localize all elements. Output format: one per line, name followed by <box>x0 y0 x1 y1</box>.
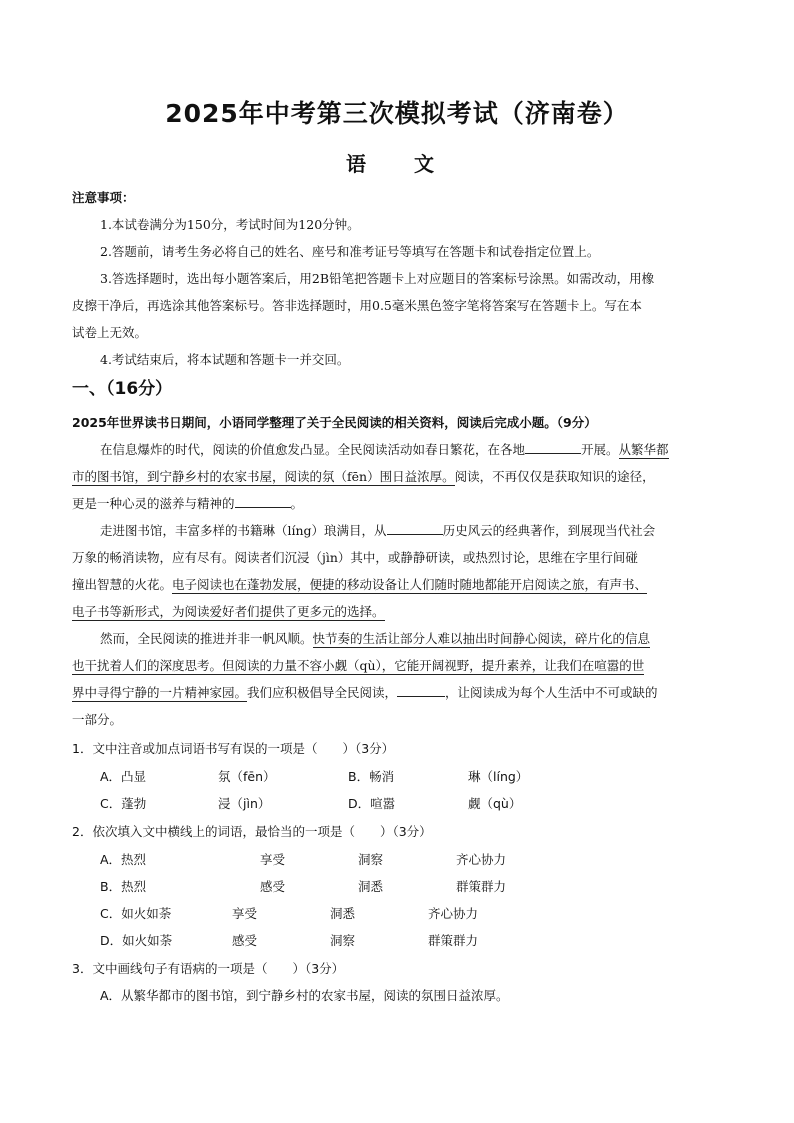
q2-option-c-3: 洞悉 <box>330 906 356 921</box>
q2-option-a-1: A．热烈 <box>100 852 147 867</box>
passage-text: 开展。 <box>581 442 619 457</box>
question-2-stem: 2．依次填入文中横线上的词语，最恰当的一项是（ ）（3分） <box>72 824 432 839</box>
passage-line <box>72 684 722 702</box>
underlined-sentence-3: 也干扰着人们的深度思考。但阅读的力量不容小觑（qù），它能开阔视野，提升素养，让我们在喧嚣的世 <box>72 658 645 673</box>
q3-option-a: A．从繁华都市的图书馆，到宁静乡村的农家书屋，阅读的氛围日益浓厚。 <box>100 988 509 1003</box>
passage-text: ，让阅读成为每个人生活中不可或缺的 <box>445 685 658 700</box>
q1-option-a: A．凸显 <box>100 769 147 784</box>
underlined-sentence-3: 界中寻得宁静的一片精神家园。 <box>72 685 248 700</box>
passage-text: 在信息爆炸的时代，阅读的价值愈发凸显。全民阅读活动如春日繁花，在各地 <box>100 442 526 457</box>
passage-line <box>100 522 722 540</box>
note-item: 4.考试结束后，将本试题和答题卡一并交回。 <box>100 352 350 367</box>
fill-blank-1 <box>525 441 581 454</box>
passage-line: 一部分。 <box>72 712 123 727</box>
passage-text: 更是一种心灵的滋养与精神的 <box>72 496 235 511</box>
passage-line <box>72 603 722 621</box>
note-item: 1.本试卷满分为150分，考试时间为120分钟。 <box>100 217 360 232</box>
question-1-stem: 1．文中注音或加点词语书写有误的一项是（ ）（3分） <box>72 741 395 756</box>
q1-option-b: B．畅消 <box>348 769 395 784</box>
passage-line <box>72 468 722 486</box>
exam-title: 2025年中考第三次模拟考试（济南卷） <box>165 99 629 128</box>
q2-option-b-2: 感受 <box>260 879 286 894</box>
note-item: 试卷上无效。 <box>72 325 148 340</box>
passage-line <box>100 441 722 459</box>
q2-option-c-2: 享受 <box>232 906 258 921</box>
q2-option-b-3: 洞悉 <box>358 879 384 894</box>
passage-text: 我们应积极倡导全民阅读， <box>247 685 398 700</box>
fill-blank-2 <box>235 495 291 508</box>
fill-blank-4 <box>397 684 445 697</box>
note-item: 2.答题前，请考生务必将自己的姓名、座号和准考证号等填写在答题卡和试卷指定位置上。 <box>100 244 600 259</box>
underlined-sentence-3: 快节奏的生活让部分人难以抽出时间静心阅读，碎片化的信息 <box>312 631 651 646</box>
q1-option-a-pinyin: 氛（fēn） <box>218 769 276 784</box>
q2-option-a-4: 齐心协力 <box>456 852 507 867</box>
passage-line: 万象的畅消读物，应有尽有。阅读者们沉浸（jìn）其中，或静静研读，或热烈讨论，思维在字里行间碰 <box>72 550 638 565</box>
underlined-sentence-2: 电子书等新形式，为阅读爱好者们提供了更多元的选择。 <box>72 604 385 619</box>
note-item: 皮擦干净后，再选涂其他答案标号。答非选择题时，用0.5毫米黑色签字笔将答案写在答题卡上。写在本 <box>72 298 642 313</box>
q2-option-a-2: 享受 <box>260 852 286 867</box>
q1-option-d-pinyin: 觑（qù） <box>468 796 522 811</box>
q2-option-a-3: 洞察 <box>358 852 384 867</box>
q2-option-d-2: 感受 <box>232 933 258 948</box>
notes-heading: 注意事项： <box>72 190 135 205</box>
q2-option-d-1: D．如火如荼 <box>100 933 173 948</box>
q1-option-d: D．喧嚣 <box>348 796 396 811</box>
q1-option-c-pinyin: 浸（jìn） <box>218 796 271 811</box>
fill-blank-3 <box>387 522 443 535</box>
q2-option-c-4: 齐心协力 <box>428 906 479 921</box>
q2-option-c-1: C．如火如荼 <box>100 906 172 921</box>
passage-line <box>72 576 722 594</box>
q2-option-d-3: 洞察 <box>330 933 356 948</box>
q1-option-c: C．蓬勃 <box>100 796 147 811</box>
passage-text: 走进图书馆，丰富多样的书籍琳（líng）琅满目，从 <box>100 523 387 538</box>
subject-title: 语 文 <box>346 152 448 176</box>
note-item: 3.答选择题时，选出每小题答案后，用2B铅笔把答题卡上对应题目的答案标号涂黑。如需改动，用橡 <box>100 271 655 286</box>
section-intro: 2025年世界读书日期间，小语同学整理了关于全民阅读的相关资料，阅读后完成小题。（9分） <box>72 415 597 430</box>
q1-option-b-pinyin: 琳（líng） <box>468 769 529 784</box>
q2-option-d-4: 群策群力 <box>428 933 479 948</box>
underlined-sentence-1: 市的图书馆，到宁静乡村的农家书屋，阅读的氛（fēn）围日益浓厚。 <box>72 469 455 484</box>
passage-text: 然而，全民阅读的推进并非一帆风顺。 <box>100 631 313 646</box>
passage-line <box>72 657 722 675</box>
passage-text: 。 <box>290 496 304 511</box>
passage-text: 撞出智慧的火花。 <box>72 577 173 592</box>
underlined-sentence-1: 从繁华都 <box>618 442 669 457</box>
q2-option-b-4: 群策群力 <box>456 879 507 894</box>
passage-text: 历史风云的经典著作，到展现当代社会 <box>442 523 656 538</box>
passage-line <box>100 630 722 648</box>
passage-line <box>72 495 722 513</box>
underlined-sentence-2: 电子阅读也在蓬勃发展，便捷的移动设备让人们随时随地都能开启阅读之旅，有声书、 <box>172 577 648 592</box>
q2-option-b-1: B．热烈 <box>100 879 147 894</box>
passage-text: 阅读，不再仅仅是获取知识的途径， <box>454 469 655 484</box>
section-heading: 一、（16分） <box>72 379 173 399</box>
question-3-stem: 3．文中画线句子有语病的一项是（ ）（3分） <box>72 961 345 976</box>
